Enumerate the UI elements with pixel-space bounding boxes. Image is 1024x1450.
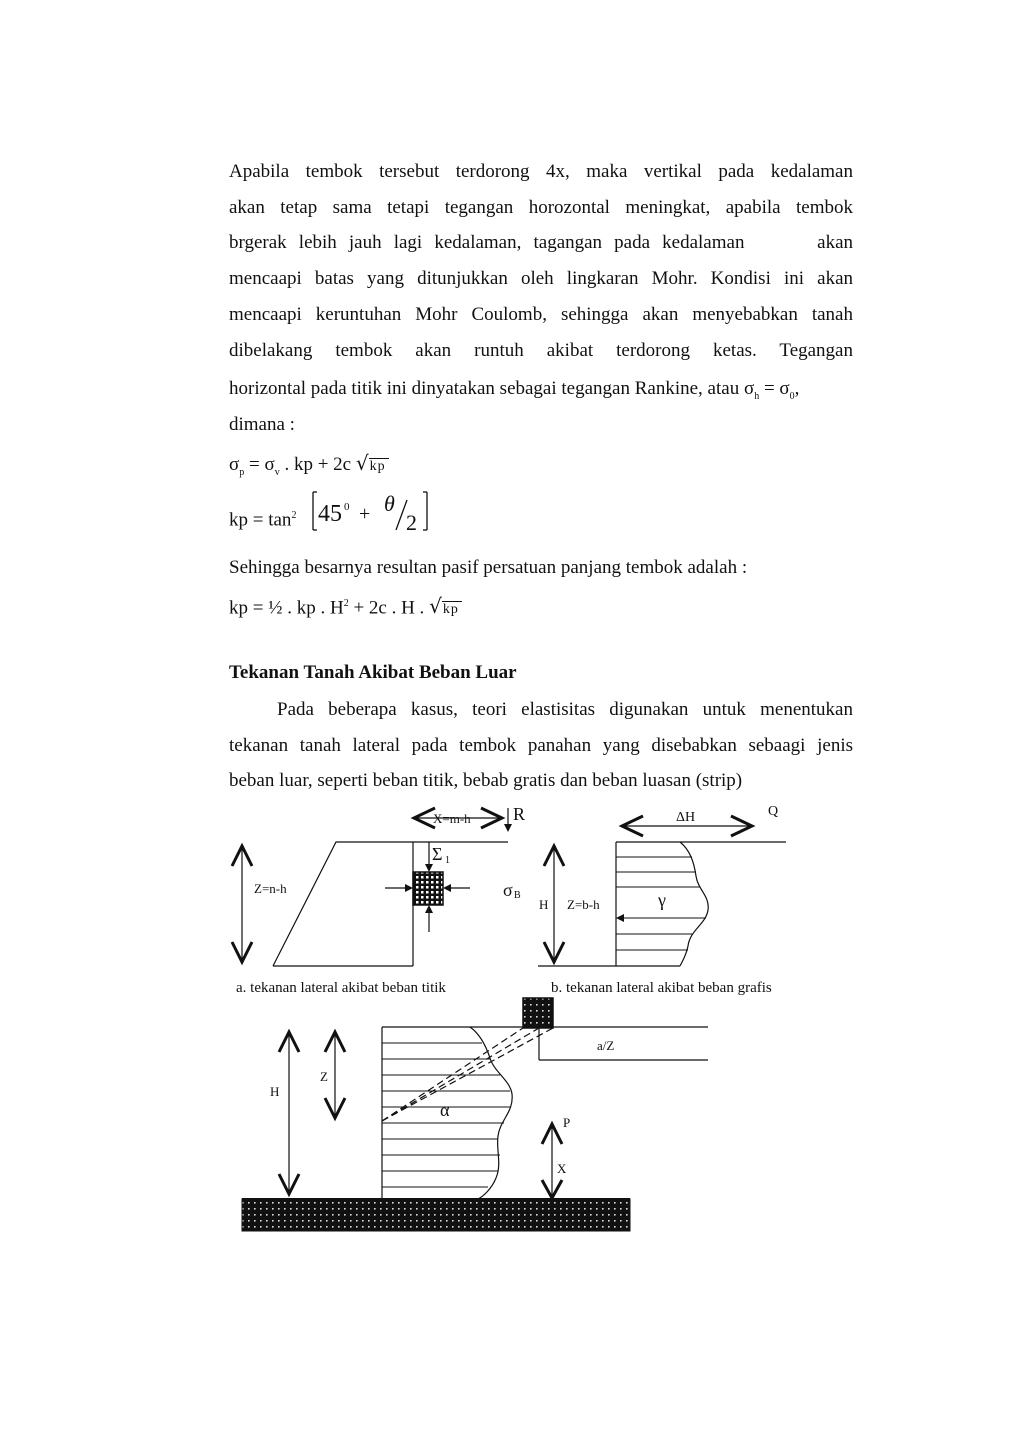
label-z-bh: Z=b-h bbox=[567, 897, 600, 912]
equals-sigma: = σ bbox=[244, 454, 275, 475]
paragraph-line: mencaapi keruntuhan Mohr Coulomb, sehingga akan menyebabkan tanah bbox=[229, 303, 853, 325]
subscript-v: v bbox=[274, 466, 280, 478]
formula-rest: . kp + 2c bbox=[279, 454, 356, 475]
label-sigma-b-sub: B bbox=[514, 890, 521, 901]
caption-a: a. tekanan lateral akibat beban titik bbox=[236, 980, 446, 996]
label-sigma1-sub: 1 bbox=[445, 855, 450, 866]
plus-sign: + bbox=[359, 503, 371, 525]
label-z-nh: Z=n-h bbox=[254, 881, 287, 896]
sqrt-kp: √kp bbox=[356, 451, 389, 477]
dimana-line: dimana : bbox=[229, 414, 295, 435]
paragraph-resultan: Sehingga besarnya resultan pasif persatuan panjang tembok adalah : bbox=[229, 557, 748, 578]
label-z-c: Z bbox=[320, 1069, 328, 1084]
theta-symbol: θ bbox=[384, 491, 395, 516]
label-delta-h: ΔH bbox=[676, 810, 696, 825]
superscript-2: 2 bbox=[343, 598, 349, 609]
angle-45: 45 bbox=[318, 501, 342, 527]
radicand: kp bbox=[369, 458, 389, 475]
line-end: , bbox=[794, 378, 800, 399]
lhs-text: kp = ½ . kp . H bbox=[229, 597, 344, 619]
paragraph-line: beban luar, seperti beban titik, bebab gratis dan beban luasan (strip) bbox=[229, 770, 743, 792]
label-p: P bbox=[563, 1115, 571, 1130]
label-x-mh: X=m-h bbox=[433, 811, 471, 826]
degree-sup: 0 bbox=[344, 501, 350, 513]
label-h-c: H bbox=[270, 1084, 280, 1099]
paragraph-line: tekanan tanah lateral pada tembok panahan yang disebabkan sebaagi jenis bbox=[229, 734, 853, 756]
label-a-z: a/Z bbox=[597, 1038, 615, 1053]
denominator-2: 2 bbox=[406, 510, 417, 535]
paragraph-line: brgerak lebih jauh lagi kedalaman, tagangan pada kedalaman akan bbox=[229, 232, 853, 254]
subscript-p: p bbox=[239, 466, 245, 478]
paragraph-line: Apabila tembok tersebut terdorong 4x, maka vertikal pada kedalaman bbox=[229, 161, 853, 182]
sqrt-kp: √kp bbox=[429, 594, 462, 620]
figure-b bbox=[503, 804, 786, 996]
label-alpha: α bbox=[440, 1100, 450, 1120]
figure-a bbox=[232, 804, 525, 996]
sigma-symbol: σ bbox=[743, 378, 755, 399]
paragraph-line: akan tetap sama tetapi tegangan horozontal meningkat, apabila tembok bbox=[229, 196, 853, 218]
label-h: H bbox=[539, 897, 549, 912]
label-sigma1: Σ bbox=[432, 844, 443, 864]
paragraph-line: Pada beberapa kasus, teori elastisitas digunakan untuk menentukan bbox=[277, 699, 853, 720]
sigma-symbol: σ bbox=[229, 454, 240, 475]
section-heading: Tekanan Tanah Akibat Beban Luar bbox=[229, 662, 517, 683]
caption-b: b. tekanan lateral akibat beban grafis bbox=[551, 980, 772, 996]
equals-sigma: = σ bbox=[759, 378, 790, 399]
label-q: Q bbox=[768, 804, 779, 819]
label-sigma-b: σ bbox=[503, 880, 513, 900]
label-x-c: X bbox=[557, 1161, 567, 1176]
label-r: R bbox=[513, 804, 526, 824]
subscript-0: 0 bbox=[789, 390, 795, 402]
subscript-h: h bbox=[754, 390, 760, 402]
paragraph-line: mencaapi batas yang ditunjukkan oleh lingkaran Mohr. Kondisi ini akan bbox=[229, 268, 853, 290]
formula-rest: + 2c . H . bbox=[348, 597, 430, 619]
radicand: kp bbox=[442, 601, 462, 618]
superscript-2: 2 bbox=[291, 510, 297, 521]
line-text: horizontal pada titik ini dinyatakan sebagai tegangan Rankine, atau bbox=[229, 378, 744, 399]
label-gamma: γ bbox=[658, 890, 666, 910]
paragraph-line: dibelakang tembok akan runtuh akibat terdorong ketas. Tegangan bbox=[229, 339, 853, 361]
lhs-text: kp = tan bbox=[229, 509, 292, 531]
figure-c bbox=[242, 998, 708, 1231]
